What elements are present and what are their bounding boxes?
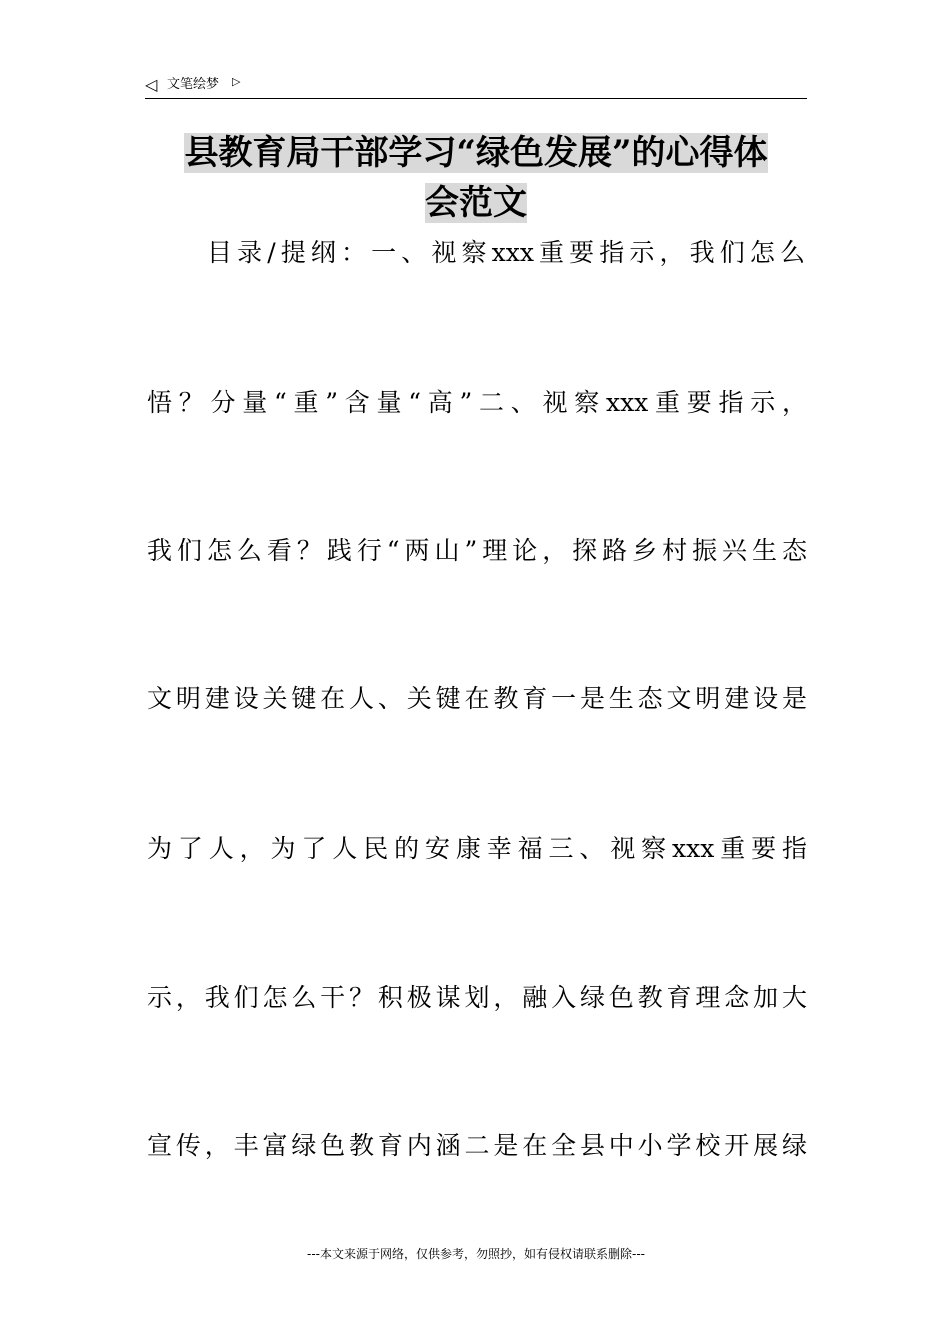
title-line-2: 会范文	[425, 183, 527, 223]
body-line: 为了人，为了人民的安康幸福三、视察xxx重要指	[147, 834, 807, 863]
document-title	[145, 128, 807, 228]
body-line: 宣传，丰富绿色教育内涵二是在全县中小学校开展绿	[147, 1131, 807, 1160]
page-footer: ---本文来源于网络，仅供参考，勿照抄，如有侵权请联系删除---	[307, 1247, 645, 1261]
page-header	[145, 74, 807, 99]
title-line-1: 县教育局干部学习“绿色发展”的心得体	[184, 133, 768, 173]
header-brand: 文笔绘梦	[167, 77, 220, 92]
left-triangle-icon: ◁	[145, 75, 158, 94]
right-triangle-icon: ▷	[232, 75, 241, 88]
body-line: 悟？分量“重”含量“高”二、视察xxx重要指示，	[147, 388, 807, 417]
body-line: 示，我们怎么干？积极谋划，融入绿色教育理念加大	[147, 983, 807, 1012]
body-line: 目录/提纲：一、视察xxx重要指示，我们怎么	[207, 238, 805, 267]
body-line: 文明建设关键在人、关键在教育一是生态文明建设是	[147, 684, 807, 713]
body-line: 我们怎么看？践行“两山”理论，探路乡村振兴生态	[147, 536, 807, 565]
